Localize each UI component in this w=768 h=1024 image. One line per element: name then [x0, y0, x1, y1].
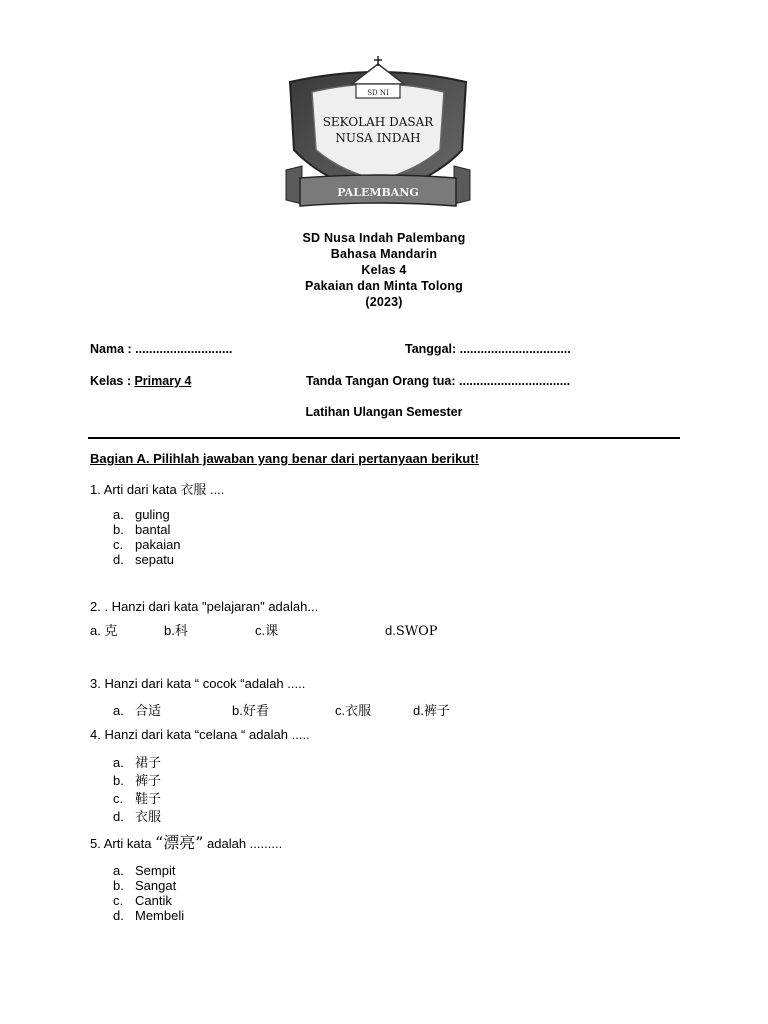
subject: Bahasa Mandarin: [330, 247, 438, 261]
document-header: [0, 230, 768, 310]
question-4: 4. Hanzi dari kata “celana “ adalah .....: [90, 727, 310, 742]
topic: Pakaian dan Minta Tolong: [304, 279, 464, 293]
q4-option-c[interactable]: c. 鞋子: [113, 791, 162, 807]
logo-line1: SEKOLAH DASAR: [322, 115, 434, 129]
q4-option-a[interactable]: a. 裙子: [113, 755, 162, 771]
q3-option-b[interactable]: b.好看: [232, 703, 269, 719]
q2-option-b[interactable]: b.科: [164, 623, 188, 639]
q1-option-a[interactable]: a. guling: [113, 507, 170, 522]
logo-ribbon-text: PALEMBANG: [337, 186, 419, 199]
q5-options: [113, 863, 184, 923]
q1-text-pre: 1. Arti dari kata: [90, 482, 181, 497]
kelas-label: Kelas :: [90, 374, 135, 388]
q2-option-c[interactable]: c.课: [255, 623, 279, 639]
q5-option-c[interactable]: c. Cantik: [113, 893, 172, 908]
exam-title: Latihan Ulangan Semester: [305, 405, 463, 419]
section-a-heading: Bagian A. Pilihlah jawaban yang benar dari pertanyaan berikut!: [90, 451, 479, 466]
q1-option-d[interactable]: d. sepatu: [113, 552, 175, 567]
q5-text-post: adalah .........: [203, 836, 283, 851]
question-5: [90, 830, 282, 853]
nama-field[interactable]: Nama : ............................: [90, 342, 233, 356]
q1-option-c[interactable]: c. pakaian: [113, 537, 181, 552]
q1-options: [113, 507, 181, 567]
q1-hanzi: 衣服: [180, 483, 207, 498]
q1-text-post: ....: [206, 482, 225, 497]
q5-option-b[interactable]: b. Sangat: [113, 878, 177, 893]
year: (2023): [365, 295, 403, 309]
q3-option-c[interactable]: c.衣服: [335, 703, 372, 719]
q1-option-b[interactable]: b. bantal: [113, 522, 171, 537]
q5-text-pre: 5. Arti kata: [90, 836, 156, 851]
divider: [88, 437, 680, 439]
q2-option-a[interactable]: a. 克: [90, 623, 118, 639]
q4-option-d[interactable]: d. 衣服: [113, 809, 162, 825]
q2-option-d[interactable]: d.SWOP: [385, 623, 438, 639]
q3-option-d[interactable]: d.裤子: [413, 703, 450, 719]
q5-option-a[interactable]: a. Sempit: [113, 863, 176, 878]
question-2: 2. . Hanzi dari kata "pelajaran" adalah...: [90, 599, 319, 614]
question-1: [90, 479, 224, 498]
question-3: 3. Hanzi dari kata “ cocok “adalah .....: [90, 676, 306, 691]
school-name: SD Nusa Indah Palembang: [302, 231, 466, 245]
grade: Kelas 4: [361, 263, 407, 277]
q5-hanzi: “漂亮”: [155, 833, 204, 852]
q4-options: [113, 754, 161, 826]
logo-line2: NUSA INDAH: [335, 131, 421, 145]
school-logo: [282, 54, 474, 214]
ttd-field[interactable]: Tanda Tangan Orang tua: ................................: [306, 374, 571, 388]
logo-badge-text: SD NI: [367, 89, 389, 97]
kelas-field: [90, 374, 191, 388]
tanggal-field[interactable]: Tanggal: ................................: [405, 342, 571, 356]
q4-option-b[interactable]: b. 裤子: [113, 773, 162, 789]
q3-option-a[interactable]: a. 合适: [113, 703, 162, 719]
q5-option-d[interactable]: d. Membeli: [113, 908, 185, 923]
kelas-value: Primary 4: [134, 374, 192, 388]
